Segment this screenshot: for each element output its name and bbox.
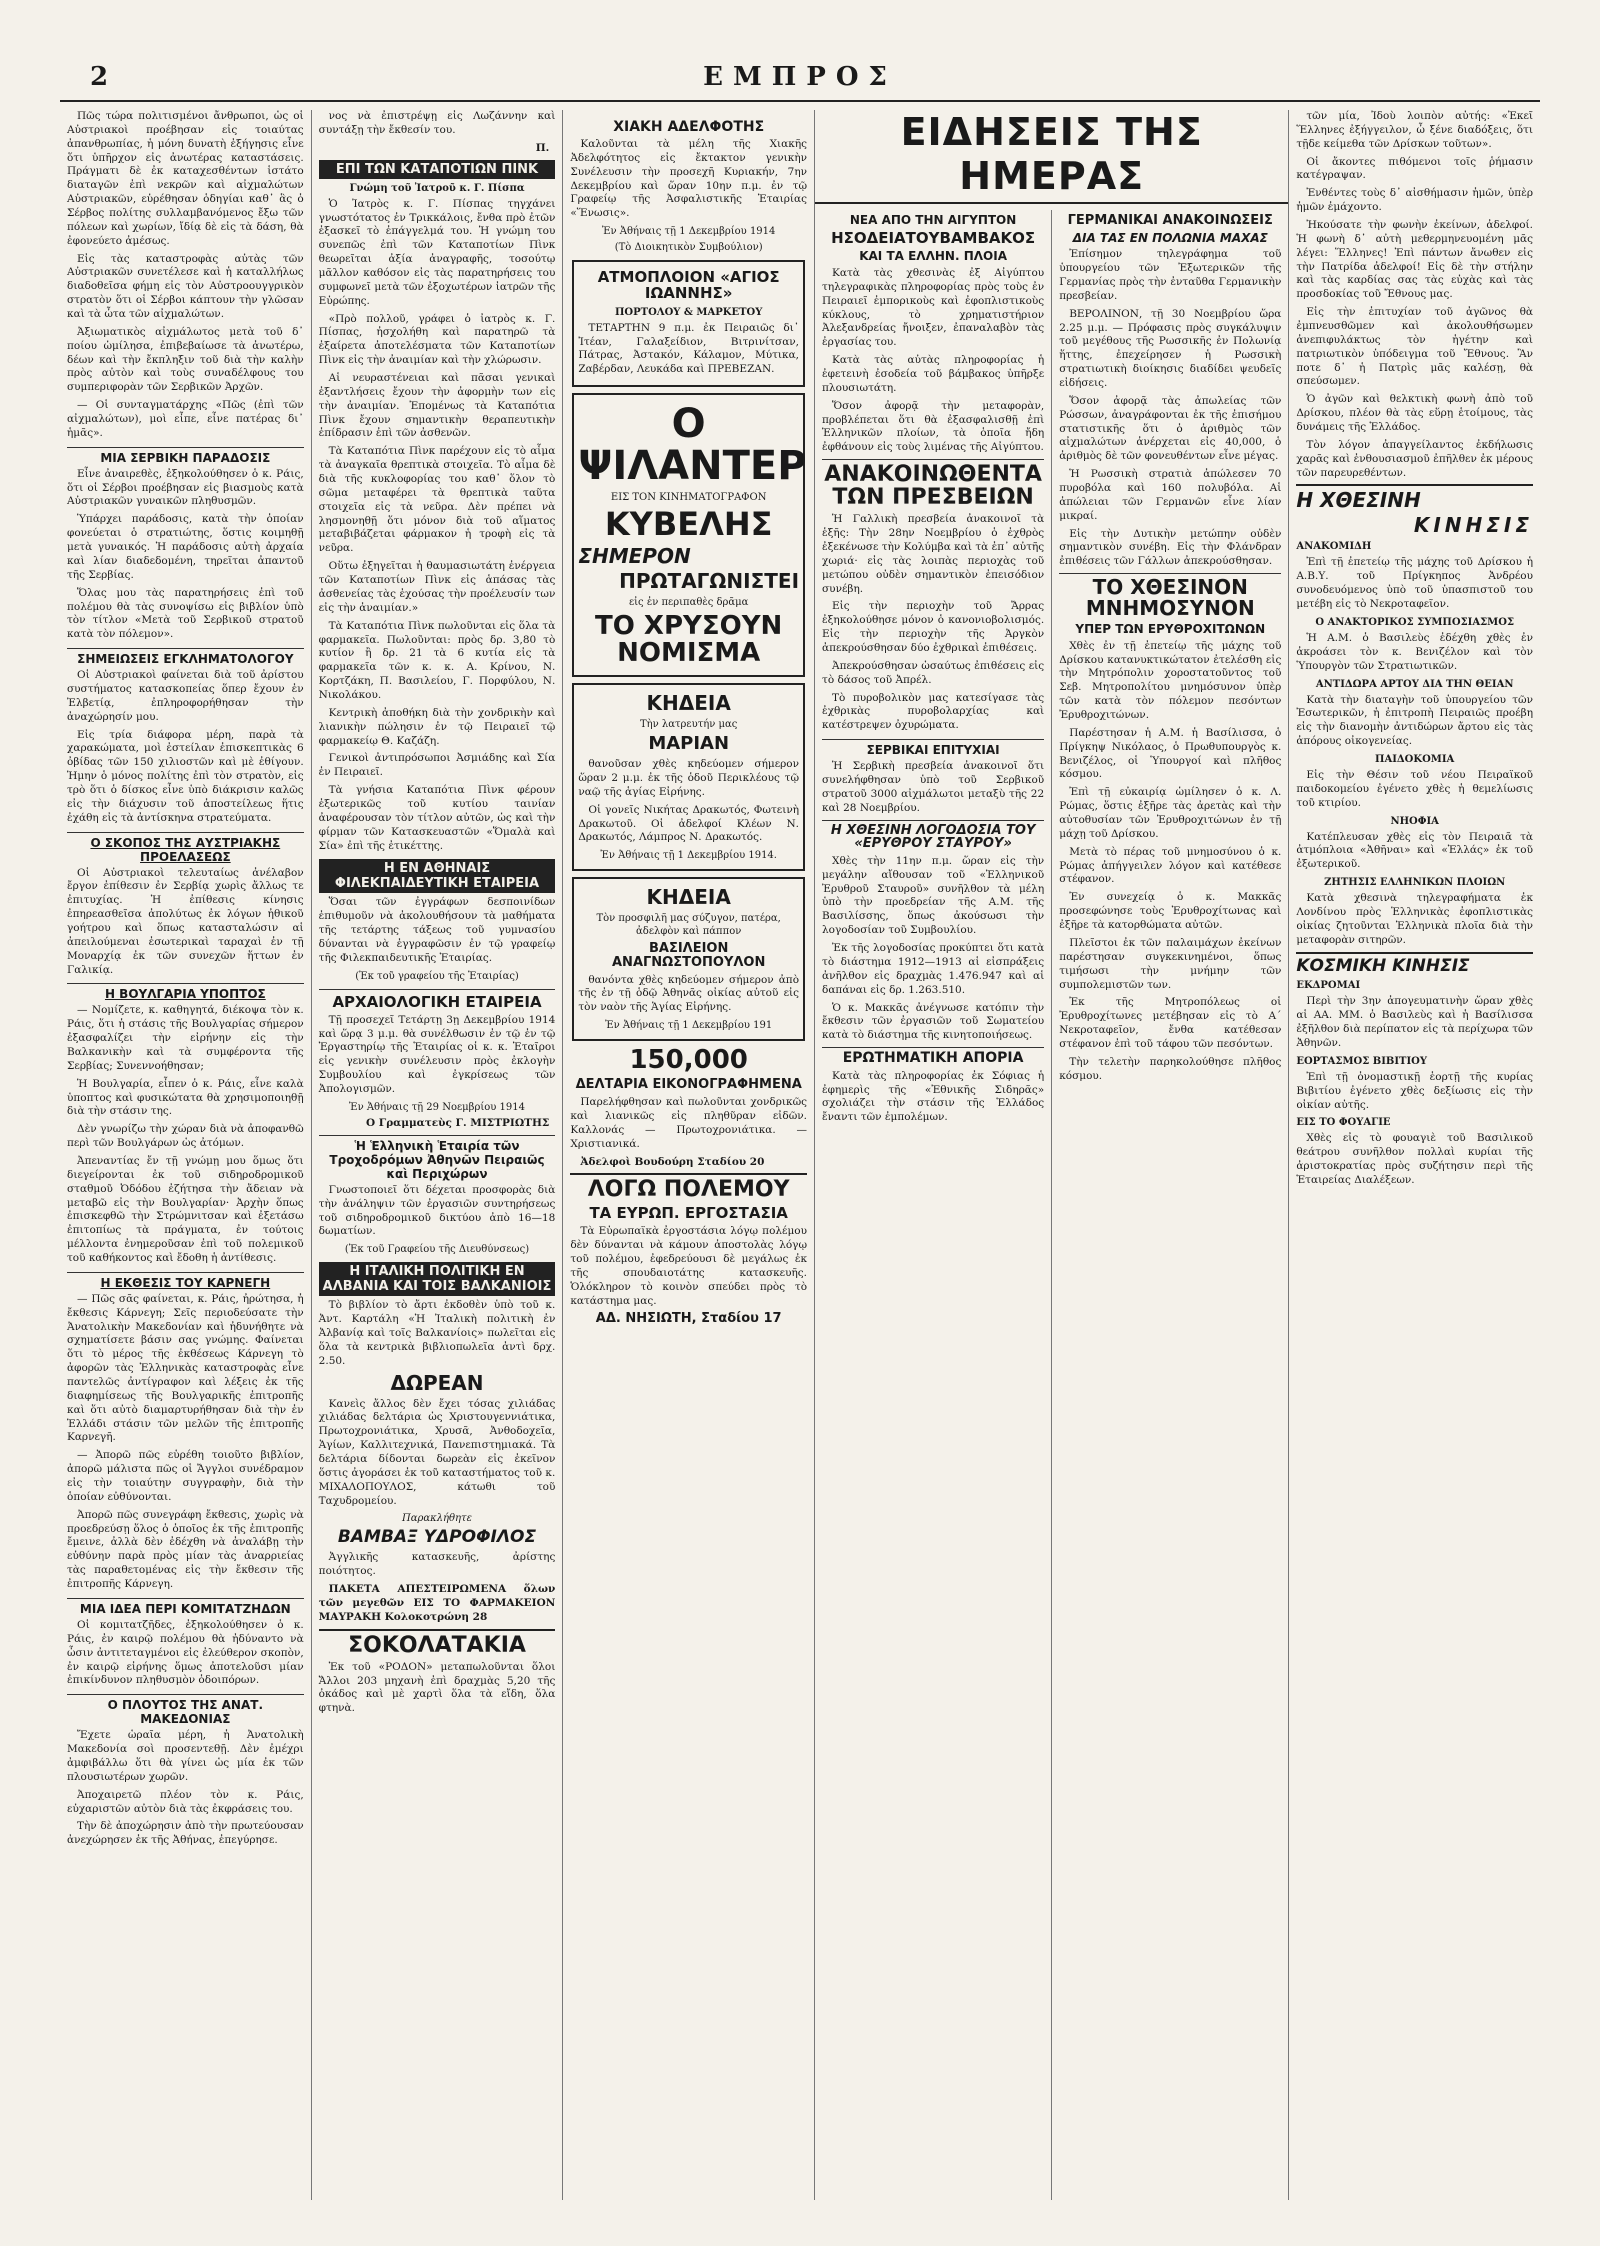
- article-paragraph: Ὁ ἀγῶν καὶ θελκτικὴ φωνὴ ἀπὸ τοῦ Δρίσκου, πλέον θὰ τὰς εὕρῃ ἑτοίμους, τὰς δυνάμεις τῆς Ἑλλάδος.: [1296, 393, 1534, 434]
- article-paragraph: Κατὰ τὰς πληροφορίας ἐκ Σόφιας ἡ ἐφημερὶς τῆς «Ἐθνικῆς Σιδηρᾶς» σχολιάζει τὴν στάσιν τῆς Ἑλλάδος ἔναντι τῶν ἐμπολέμων.: [822, 1069, 1045, 1124]
- article-paragraph: Χθὲς εἰς τὸ φουαγιὲ τοῦ Βασιλικοῦ θεάτρου συνῆλθον πολλαὶ κυρίαι τῆς ἀριστοκρατίας πρὸς συζήτησιν περὶ τῆς Ἑταιρείας Διαλέξεων.: [1296, 1132, 1534, 1186]
- ad-heading: ΣΟΚΟΛΑΤΑΚΙΑ: [319, 1629, 556, 1657]
- subsection-heading: ΑΝΤΙΔΩΡΑ ΑΡΤΟΥ ΔΙΑ ΤΗΝ ΘΕΙΑΝ: [1315, 678, 1514, 690]
- section-heading: Η ΕΚΘΕΣΙΣ ΤΟΥ ΚΑΡΝΕΓΗ: [67, 1272, 304, 1290]
- subsection-heading: ΖΗΤΗΣΙΣ ΕΛΛΗΝΙΚΩΝ ΠΛΟΙΩΝ: [1324, 877, 1506, 889]
- ad-subheading: εἰς ἐν περιπαθὲς δρᾶμα: [628, 596, 749, 608]
- section-heading: ΜΙΑ ΙΔΕΑ ΠΕΡΙ ΚΟΜΙΤΑΤΖΗΔΩΝ: [67, 1598, 304, 1616]
- article-paragraph: Οἱ ἄκοντες πιθόμενοι τοῖς ῥήμασιν κατέγραψαν.: [1296, 155, 1534, 182]
- article-paragraph: Ἡ Βουλγαρία, εἶπεν ὁ κ. Ράις, εἶνε καλὰ ὑποπτος καὶ φυσικώτατα θὰ χρησιμοποιηθῇ διὰ τὴν στάσιν της.: [67, 1077, 304, 1118]
- ad-signature: ΑΔ. ΝΗΣΙΩΤΗ, Σταδίου 17: [595, 1311, 782, 1327]
- article-paragraph: Παρέστησαν ἡ Α.Μ. ἡ Βασίλισσα, ὁ Πρίγκηψ Νικόλαος, ὁ Πρωθυπουργὸς κ. Βενιζέλος, οἱ Ὑπουργοί καὶ πλῆθος κόσμου.: [1059, 726, 1282, 781]
- funeral-notice: [572, 683, 805, 871]
- subsection-heading: ΑΝΑΚΟΜΙΔΗ: [1296, 541, 1372, 553]
- article-paragraph: Εἰς τὴν Θέσιν τοῦ νέου Πειραϊκοῦ παιδοκομείου ἐγένετο χθὲς ἡ θεμελίωσις τοῦ κτιρίου.: [1296, 768, 1534, 809]
- article-paragraph: Τὴν τελετὴν παρηκολούθησε πλῆθος κόσμου.: [1059, 1055, 1282, 1082]
- section-heading: Ο ΣΚΟΠΟΣ ΤΗΣ ΑΥΣΤΡΙΑΚΗΣ ΠΡΟΕΛΑΣΕΩΣ: [67, 832, 304, 864]
- article-paragraph: Ἀπεναντίας ἔν τῇ γνώμῃ μου ὅμως ὅτι διεγείρονται ἐκ τοῦ σιδηροδρομικοῦ σταθμοῦ Ὀδόδου ἐζήτησα τὴν ἄδειαν νὰ μεταβῶ εἰς τὴν Βουλγαρίαν· Ἀρχὴν ὅπως ἐπισκεφθῶ τὴν Στρώμνιτσαν καὶ ἐξετάσω ἐπιτοπίως τὰ πράγματα, ἐν τούτοις μέλλοντα ἐνημεροῦσαν ἐπὶ τοῦ πολεμικοῦ τοῦ καθήκοντος καὶ ἔδοθη ἡ ἀντίθεσις.: [67, 1155, 304, 1265]
- notice-paragraph: Ὅσαι τῶν ἐγγράφων δεσποινίδων ἐπιθυμοῦν νὰ ἀκολουθήσουν τὰ μαθήματα τῆς τετάρτης τάξεως τοῦ γυμνασίου δύνανται νὰ ἐγγραφῶσιν ἐν τῷ γραφείῳ τῆς Φιλεκπαιδευτικῆς Ἑταιρίας.: [318, 896, 556, 964]
- article-paragraph: Ἐκ τῆς λογοδοσίας προκύπτει ὅτι κατὰ τὸ διάστημα 1912—1913 αἱ εἰσπράξεις ἀνῆλθον εἰς δραχμὰς 1.476.947 καὶ αἱ δαπάναι εἰς δρ. 1.263.510.: [822, 942, 1045, 996]
- ad-heading: ΛΟΓΩ ΠΟΛΕΜΟΥ: [570, 1173, 807, 1201]
- news-section: [815, 110, 1289, 2200]
- section-heading: ΓΕΡΜΑΝΙΚΑΙ ΑΝΑΚΟΙΝΩΣΕΙΣ: [1067, 213, 1273, 228]
- column-6: [1289, 110, 1540, 2200]
- ad-paragraph: Τὰ γνήσια Καταπότια Πὶνκ φέρουν ἐξωτερικῶς τοῦ κυτίου ταινίαν ἀναφέρουσαν τὸν τίτλον αὐτῶν, ὡς καὶ τὴν φίρμαν τῶν Κατασκευαστῶν «Ὅμαλὰ καὶ Σία» ἐπὶ τῆς ἐτικέττης.: [318, 784, 556, 852]
- ad-paragraph: Τὸ βιβλίον τὸ ἄρτι ἐκδοθὲν ὑπὸ τοῦ κ. Ἀντ. Καρτάλη «Ἡ Ἰταλικὴ πολιτικὴ ἐν Ἀλβανίᾳ καὶ τοῖς Βαλκανίοις» πωλεῖται εἰς ὅλα τὰ κεντρικὰ βιβλιοπωλεῖα ἀντὶ δρχ. 2.50.: [318, 1299, 556, 1367]
- article-paragraph: Ἐπὶ τῇ ὀνομαστικῇ ἑορτῇ τῆς κυρίας Βιβιτίου ἐγένετο χθὲς δεξίωσις εἰς τὴν οἰκίαν αὐτῆς.: [1296, 1070, 1534, 1111]
- ad-paragraph: Τὰ Καταπότια Πὶνκ παρέχουν εἰς τὸ αἷμα τὰ ἀναγκαῖα θρεπτικὰ στοιχεῖα. Τὸ αἷμα δὲ διὰ τῆς κυκλοφορίας του καθ᾿ ὅλον τὸ σῶμα μεταφέρει τὰ θρεπτικὰ ταῦτα στοιχεῖα εἰς τὰ νεῦρα. Δὲν πρέπει νὰ λησμονηθῇ ὅτι μόνον διὰ τοῦ αἵματος μεταβιβάζεται φάρμακον ἡ τροφὴ εἰς τὰ νεῦρα.: [318, 445, 556, 555]
- article-paragraph: ΒΕΡΟΛΙΝΟΝ, τῇ 30 Νοεμβρίου ὥρα 2.25 μ.μ. — Πρόφασις πρὸς συγκάλυψιν τοῦ μεγέθους τῆς Ρωσσικῆς ἐν Πολωνίᾳ ἥττης, ἐπεχείρησεν ἡ Ρωσσικὴ στρατιωτικὴ διοίκησις διαδίδει ψευδεῖς εἰδήσεις.: [1059, 307, 1282, 389]
- notice-date: Ἐν Ἀθήναις τῇ 29 Νοεμβρίου 1914: [349, 1101, 525, 1113]
- section-heading: Ο ΠΛΟΥΤΟΣ ΤΗΣ ΑΝΑΤ. ΜΑΚΕΔΟΝΙΑΣ: [67, 1694, 304, 1726]
- article-paragraph: νος νὰ ἐπιστρέψῃ εἰς Λωζάννην καὶ συντάξῃ τὴν ἔκθεσίν του.: [318, 110, 556, 136]
- column-1: [60, 110, 312, 2200]
- notice-signature: (Τὸ Διοικητικὸν Συμβούλιον): [614, 242, 763, 254]
- funeral-notice: [572, 877, 805, 1041]
- article-paragraph: Δὲν γνωρίζω τὴν χώραν διὰ νὰ ἀποφανθῶ περὶ τῶν Βουλγάρων ὡς ἀτόμων.: [67, 1123, 304, 1150]
- ad-paragraph: Παρελήφθησαν καὶ πωλοῦνται χονδρικῶς καὶ λιανικῶς εἰς πληθῦραν εἰδῶν. Καλλονάς — Πρωτοχρονιάτικα. — Χριστιανικά.: [570, 1096, 808, 1150]
- article-paragraph: Ὑπάρχει παράδοσις, κατὰ τὴν ὁποίαν φονεύεται ὁ στρατιώτης, ὅστις κοιμηθῇ μετὰ γυναικός. Ἡ παράδοσις αὐτὴ ἀρχαία καὶ λίαν διαδεδομένη, τηρεῖται ἀπαντοῦ τῆς Σερβίας.: [67, 513, 304, 581]
- section-heading: ΔΙΑ ΤΑΣ ΕΝ ΠΟΛΩΝΙΑ ΜΑΧΑΣ: [1072, 230, 1268, 245]
- article-paragraph: Ἀπορῶ πῶς συνεγράφη ἔκθεσις, χωρὶς νὰ προεδρεύσῃ ὅλος ὁ ὁποῖος ἐκ τῆς ἐπιτροπῆς ἔμεινε, ἀλλὰ δὲν ἐδέχθη νὰ ἀναλάβῃ τὴν εὐθύνην παρὰ πρὸς μίαν τὰς ἀναρριείας τὰς παραθετομένας εἰς τὴν ἔκθεσιν τῆς ἐπιτροπῆς Κάρνεγη.: [67, 1508, 304, 1591]
- ad-heading: ΑΤΜΟΠΛΟΙΟΝ «ΑΓΙΟΣ ΙΩΑΝΝΗΣ»: [597, 268, 780, 302]
- section-heading: ΥΠΕΡ ΤΩΝ ΕΡΥΘΡΟΧΙΤΩΝΩΝ: [1075, 622, 1266, 637]
- section-heading: ΜΙΑ ΣΕΡΒΙΚΗ ΠΑΡΑΔΟΣΙΣ: [67, 447, 304, 465]
- article-paragraph: Ἐπὶ τῇ εὐκαιρίᾳ ὡμίλησεν ὁ κ. Λ. Ρώμας, ὅστις ἐξῆρε τὰς ἀρετὰς καὶ τὴν αὐτοθυσίαν τῶν Ἐρυθροχιτώνων ἐν τῇ μάχῃ τοῦ Δρίσκου.: [1059, 786, 1282, 840]
- article-paragraph: Ἔχετε ὡραῖα μέρη, ἡ Ἀνατολικὴ Μακεδονία σοὶ προσεντεθῇ. Δὲν ἐμέχρι ἀμφιβάλλω ὅτι θὰ γίνει ὡς μία ἐκ τῶν πλουσιωτέρων χωρῶν.: [67, 1729, 304, 1783]
- article-paragraph: Ἐνθέντες τοὺς δ᾿ αἰσθήμασιν ἡμῶν, ὑπὲρ ἡμῶν ἐμάχοντο.: [1296, 187, 1534, 214]
- column-4: [815, 210, 1052, 2200]
- section-heading: ΣΗΜΕΙΩΣΕΙΣ ΕΓΚΛΗΜΑΤΟΛΟΓΟΥ: [67, 648, 304, 666]
- ad-paragraph: Γενικοὶ ἀντιπρόσωποι Ἀσμιάδης καὶ Σία ἐν Πειραιεῖ.: [318, 752, 556, 779]
- article-paragraph: Τὸν λόγον ἀπαγγείλαντος ἐκδήλωσις χαρᾶς καὶ ἐνθουσιασμοῦ ἐπῆλθεν ἐκ μέρους τῶν παρευρεθέντων.: [1296, 438, 1534, 479]
- article-paragraph: Οἱ Αὐστριακοὶ τελευταίως ἀνέλαβον ἔργον ἐπίθεσιν ἐν Σερβίᾳ χωρὶς ἄλλως τε ἐπιτυχίας. Ἡ ἐπίθεσις κίνησις ἐπηρεασθεῖσα ἀπολύτως ἐκ λόγων ἠθικοῦ γοήτρου καὶ ὅπως κατασταλώσιν αἱ ἀπειλούμεναι ἐσωτερικαὶ ταραχαὶ ἐν τῇ Μοναρχίᾳ ἐκ τῶν συνεχῶν ἥττων ἐν Γαλικίᾳ.: [67, 866, 304, 976]
- article-paragraph: Οἱ κομιτατζῆδες, ἐξηκολούθησεν ὁ κ. Ράις, ἐν καιρῷ πολέμου θὰ ἠδύναντο νὰ ὦσιν ἀντιτεταγμένοι εἰς ἐλεύθερον σκοπὸν, ἐν καιρῷ εἰρήνης ὅμως ἀποτελοῦσι μίαν ἐπικίνδυνον πληθυσμὸν ὁδοιπόρων.: [67, 1618, 304, 1687]
- ad-paragraph: Ἐκ τοῦ «ΡΟΔΟΝ» μεταπωλοῦνται ὅλοι Ἄλλοι 203 μηχανὴ ἐπὶ δραχμὰς 5,20 τῆς ὀκάδος καὶ μὲ χαρτὶ ὅλα τὰ εἴδη, ὅλα φτηνὰ.: [318, 1660, 556, 1715]
- article-paragraph: Ἡ Α.Μ. ὁ Βασιλεὺς ἐδέχθη χθὲς ἐν ἀκροάσει τὸν κ. Βενιζέλον καὶ τὸν Ὑπουργὸν τῶν Στρατιωτικῶν.: [1296, 631, 1534, 672]
- notice-paragraph: θανόντα χθὲς κηδεύομεν σήμερον ἀπὸ τῆς ἐν τῇ ὁδῷ Ἀθηνᾶς οἰκίας αὐτοῦ εἰς τὸν ναὸν τῆς Ἁγίας Εἰρήνης.: [578, 973, 800, 1014]
- news-banner: ΕΙΔΗΣΕΙΣ ΤΗΣ ΗΜΕΡΑΣ: [815, 110, 1288, 204]
- ad-subheading: ΠΟΡΤΟΛΟΥ & ΜΑΡΚΕΤΟΥ: [614, 306, 763, 318]
- ad-heading: ΤΟ ΧΡΥΣΟΥΝ ΝΟΜΙΣΜΑ: [595, 610, 783, 668]
- section-heading: ΤΟ ΧΘΕΣΙΝΟΝ ΜΝΗΜΟΣΥΝΟΝ: [1059, 573, 1281, 619]
- column-2: [312, 110, 564, 2200]
- ad-paragraph: Ἀδελφοὶ Βουδούρη Σταδίου 20: [580, 1155, 765, 1168]
- article-paragraph: Ὅσον ἀφορᾷ τὰς ἀπωλείας τῶν Ρώσσων, ἀναγράφονται ἐκ τῆς ἐπισήμου στατιστικῆς ὅτι ὁ ἀριθμὸς τῶν αἰχμαλώτων ἀνέρχεται εἰς 40,000, ὁ ἀριθμὸς δὲ τῶν φονευθέντων εἶνε μέγας.: [1059, 394, 1282, 463]
- article-paragraph: Μετὰ τὸ πέρας τοῦ μνημοσύνου ὁ κ. Ρώμας ἀπήγγειλεν λόγον καὶ κατέθεσε στέφανον.: [1059, 845, 1282, 886]
- columns: [60, 110, 1540, 2200]
- ad-subheading: ΣΗΜΕΡΟΝ: [578, 543, 691, 568]
- subsection-heading: ΕΙΣ ΤΟ ΦΟΥΑΓΙΕ: [1296, 1117, 1391, 1129]
- article-paragraph: Εἰς τὴν Δυτικὴν μετώπην οὐδὲν σημαντικὸν συνέβη. Εἰς τὴν Φλάνδραν ἐπιθέσεις τῶν Γάλλων ἀπεκρούσθησαν.: [1059, 527, 1282, 568]
- subsection-heading: ΕΟΡΤΑΣΜΟΣ ΒΙΒΙΤΙΟΥ: [1296, 1055, 1428, 1067]
- notice-name: ΜΑΡΙΑΝ: [648, 733, 730, 755]
- article-paragraph: Πῶς τώρα πολιτισμένοι ἄνθρωποι, ὡς οἱ Αὐστριακοὶ προέβησαν εἰς τοιαύτας ἀπανθρωπίας, ἡ μόνη δυνατὴ ἐξήγησις εἶνε ὅτι ὑπῆρχον εἰς ἀνωτέρας καταστάσεις. Πράγματι δὲ ἐκ καταχεσθέντων ἱστάτο διαταγῶν ἐπὶ νεκρῶν καὶ αἰχμαλώτων Αὐστριακῶν, εὑρέθησαν ὁδηγίαι καθ᾿ ἃς ὁ Σέρβος πολίτης συλλαμβανόμενος ἔξω τῶν πόλεων καὶ χωρίων, ἴδίᾳ δὲ εἰς τὰ δάση, θὰ ἐφονεύετο ἀμέσως.: [67, 110, 304, 247]
- section-heading: Η ΧΘΕΣΙΝΗ ΛΟΓΟΔΟΣΙΑ ΤΟΥ «ΕΡΥΘΡΟΥ ΣΤΑΥΡΟΥ»: [822, 820, 1044, 851]
- article-paragraph: Κατὰ χθεσινὰ τηλεγραφήματα ἐκ Λονδίνου πρὸς Ἑλληνικὰς ἐφοπλιστικὰς οἰκίας ζητοῦνται Ἑλληνικὰ πλοῖα διὰ τὴν μεταφορὰν σιτηρῶν.: [1296, 892, 1534, 946]
- ad-subheading: Γνώμη τοῦ Ἰατροῦ κ. Γ. Πίσπα: [349, 182, 525, 194]
- notice-date: Ἐν Ἀθήναις τῇ 1 Δεκεμβρίου 1914: [601, 226, 776, 238]
- notice-signature: Ο Γραμματεὺς Γ. ΜΙΣΤΡΙΩΤΗΣ: [365, 1116, 550, 1129]
- masthead: [60, 60, 1540, 102]
- ad-paragraph: Τὰ Εὐρωπαϊκὰ ἐργοστάσια λόγῳ πολέμου δὲν δύνανται νὰ κάμουν ἀποστολὰς λόγῳ τοῦ πολέμου, ἐφεδρεύουσι δὲ μεγάλως ἐκ τῆς σπουδαιοτάτης κατασκευῆς. Ὁλόκληρον τὸ κοινὸν σπεύδει πρὸς τὸ κατάστημα μας.: [570, 1225, 808, 1307]
- ad-heading: Η ΙΤΑΛΙΚΗ ΠΟΛΙΤΙΚΗ ΕΝ ΑΛΒΑΝΙΑ ΚΑΙ ΤΟΙΣ ΒΑΛΚΑΝΙΟΙΣ: [319, 1262, 556, 1296]
- news-columns: [815, 210, 1288, 2200]
- notice-heading: ΚΗΔΕΙΑ: [646, 691, 731, 716]
- ad-heading: 150,000: [629, 1045, 748, 1076]
- ad-paragraph: Αἱ νευραστένειαι καὶ πᾶσαι γενικαὶ ἐξαντλήσεις ἔχουν τὴν ἀφορμὴν των εἰς τὴν ἀναιμίαν. Ἐπομένως τὰ Καταπότια Πὶνκ ἔχουν σημαντικὴν θεραπευτικὴν ἐπίδρασιν ἐπὶ τῶν ἀσθενῶν.: [318, 372, 556, 440]
- section-heading: ΑΝΑΚΟΙΝΩΘΕΝΤΑ ΤΩΝ ΠΡΕΣΒΕΙΩΝ: [822, 459, 1044, 509]
- ad-heading: ΒΑΜΒΑΞ ΥΔΡΟΦΙΛΟΣ: [337, 1527, 537, 1548]
- section-heading: Η ΧΘΕΣΙΝΗ: [1296, 484, 1533, 511]
- ad-paragraph: Ἀγγλικῆς κατασκευῆς, ἀρίστης ποιότητος.: [318, 1551, 556, 1578]
- ad-heading: Ο ΨΙΛΑΝΤΕΡ: [578, 401, 807, 490]
- article-paragraph: Ἀποχαιρετῶ πλέον τὸν κ. Ράις, εὐχαριστῶν αὐτὸν διὰ τὰς ἐκφράσεις του.: [67, 1788, 304, 1815]
- article-paragraph: Ἡ Σερβικὴ πρεσβεία ἀνακοινοῖ ὅτι συνελήφθησαν ὑπὸ τοῦ Σερβικοῦ στρατοῦ 3000 αἰχμάλωτοι μεταξὺ τῆς 22 καὶ 28 Νοεμβρίου.: [822, 760, 1045, 814]
- article-paragraph: — Πῶς σᾶς φαίνεται, κ. Ράις, ἠρώτησα, ἡ ἔκθεσις Κάρνεγη; Σεῖς περιοδεύσατε τὴν Ἀνατολικὴν Μακεδονίαν καὶ ἠδυνήθητε νὰ σχηματίσετε βάσιν σας γνώμης. Φαίνεται ὅτι τὸ μέρος τῆς ἐκθέσεως Κάρνεγη τὸ ἀφορῶν τὰς Ἑλληνικὰς καταστροφὰς εἶνε παντελῶς ἀντίγραφον καὶ λέξεις ἐκ τῆς διαφημίσεως τῆς Βουλγαρικῆς ἐπιτροπῆς καὶ ὅτι αὐτὸ διαμαρτυρήθησαν διὰ τὴν ἐν Ἑλλάδι στάσιν τῶν μελῶν τῆς ἐπιτροπῆς Καρνεγῆ.: [67, 1292, 304, 1444]
- notice-heading: ΧΙΑΚΗ ΑΔΕΛΦΟΤΗΣ: [613, 119, 765, 135]
- article-paragraph: Ἐκ τῆς Μητροπόλεως οἱ Ἐρυθροχίτωνες μετέβησαν εἰς τὸ Α΄ Νεκροταφεῖον, ἔνθα κατέθεσαν στέφανον ἐπὶ τοῦ τάφου τῶν πεσόντων.: [1059, 996, 1282, 1050]
- ad-paragraph: Οὕτω ἐξηγεῖται ἡ θαυμασιωτάτη ἐνέργεια τῶν Καταποτίων Πὶνκ εἰς ἁπάσας τὰς ἀσθενείας τὰς ἐχούσας τὴν προέλευσίν των εἰς τὴν ἀναιμίαν.»: [318, 560, 556, 614]
- notice-name: ΒΑΣΙΛΕΙΟΝ ΑΝΑΓΝΩΣΤΟΠΟΥΛΟΝ: [612, 941, 766, 970]
- article-paragraph: Ἡ Γαλλικὴ πρεσβεία ἀνακοινοῖ τὰ ἑξῆς: Τὴν 28ην Νοεμβρίου ὁ ἐχθρὸς ἐξεκένωσε τὴν Κολύμβα καὶ τὰ ἐπ᾿ αὐτῆς χωριά· εἰς τὰς λοιπὰς περιοχὰς τοῦ μετώπου οὐδὲν σημαντικὸν ἐπεισόδιον συνέβη.: [822, 513, 1045, 595]
- article-paragraph: Κατέπλευσαν χθὲς εἰς τὸν Πειραιᾶ τὰ ἀτμόπλοια «Ἀθῆναι» καὶ «Ἑλλάς» ἐκ τοῦ ἐξωτερικοῦ.: [1296, 830, 1534, 871]
- article-paragraph: Ἠκούσατε τὴν φωνὴν ἐκείνων, ἀδελφοί. Ἡ φωνὴ δ᾿ αὐτὴ μεθερμηνευομένη μᾶς λέγει: Ἕλληνες! Ἐπὶ πάντων ἄνωθεν εἰς τὴν Πατρίδα ἀδελφοί! Εἰς δὲ τὴν στήλην καὶ τὰς καρδίας σας τὰς εὐχὰς καὶ τὰς προσδοκίας τοῦ Ἔθνους μας.: [1296, 219, 1534, 301]
- article-paragraph: Ἡ Ρωσσικὴ στρατιὰ ἀπώλεσεν 70 πυροβόλα καὶ 160 πολυβόλα. Αἱ ἀπώλειαι τῶν Γερμανῶν εἶνε λίαν μικραί.: [1059, 468, 1282, 522]
- article-paragraph: Κατὰ τὰς χθεσινὰς ἐξ Αἰγύπτου τηλεγραφικὰς πληροφορίας πρὸς τοὺς ἐν Πειραιεῖ ἐμπορικοὺς καὶ ἐφοπλιστικοὺς κύκλους, τὸ χρηματιστήριον Ἀλεξανδρείας ἤνοιξεν, ἐπαναλαβὸν τὰς ἐργασίας του.: [822, 266, 1045, 349]
- article-paragraph: Ἐπίσημον τηλεγράφημα τοῦ ὑπουργείου τῶν Ἐξωτερικῶν τῆς Γερμανίας πρὸς τὴν ἐνταῦθα Γερμανικὴν πρεσβείαν.: [1059, 248, 1282, 302]
- article-paragraph: Περὶ τὴν 3ην ἀπογευματινὴν ὥραν χθὲς αἱ ΑΑ. ΜΜ. ὁ Βασιλεὺς καὶ ἡ Βασίλισσα ἐξῆλθον διὰ περίπατον εἰς τὰ περίχωρα τῶν Ἀθηνῶν.: [1296, 995, 1534, 1049]
- ad-subheading: ΤΑ ΕΥΡΩΠ. ΕΡΓΟΣΤΑΣΙΑ: [589, 1203, 788, 1222]
- article-paragraph: Εἰς τὰς καταστροφὰς αὐτὰς τῶν Αὐστριακῶν συνετέλεσε καὶ ἡ καταλλήλως διαδοθεῖσα φήμη εἰς τὸν Αὐστροουγγρικὸν στρατὸν ὅτι οἱ Σέρβοι κάπτουν τὴν γλῶσαν καὶ τὰ ὦτα τῶν αἰχμαλώτων.: [67, 252, 304, 321]
- notice-date: Ἐν Ἀθήναις τῇ 1 Δεκεμβρίου 191: [605, 1020, 773, 1032]
- column-3: [563, 110, 815, 2200]
- subsection-heading: ΠΑΙΔΟΚΟΜΙΑ: [1375, 753, 1455, 765]
- ad-subheading: ΔΕΛΤΑΡΙΑ ΕΙΚΟΝΟΓΡΑΦΗΜΕΝΑ: [575, 1077, 802, 1093]
- section-heading: ΝΕΑ ΑΠΟ ΤΗΝ ΑΙΓΥΠΤΟΝ: [849, 213, 1017, 227]
- notice-signature: (Ἐκ τοῦ Γραφείου τῆς Διευθύνσεως): [344, 1244, 530, 1256]
- ad-paragraph: Τὰ Καταπότια Πὶνκ πωλοῦνται εἰς ὅλα τὰ φαρμακεῖα. Πωλοῦνται: πρὸς δρ. 3,80 τὸ κυτίον ἢ δρ. 21 τὰ 6 κυτία εἰς τὰ φαρμακεῖα τῶν κ. κ. Α. Κρίνου, Ν. Κορτζάκη, Π. Βασιλείου, Γ. Πορφύλου, Ν. Νικολάκου.: [318, 619, 556, 701]
- article-paragraph: Εἰς τρία διάφορα μέρη, παρὰ τὰ χαρακώματα, μοὶ ἐστείλαν ἐπισκεπτικὰς 6 ὀβίδας τῶν 150 χιλιοστῶν καὶ μὲ ἐθίγουν. Ἡμην ὁ μόνος πολίτης ἐπὶ τὸν στρατὸν, εἰς τρὸ ὅτι ὁ δίσκος εἶνε ὑπὸ διάκρισιν καλῶς εἰς τὴν διάχυσιν τοῦ ἀποστείλεως ἥτις ἐχάθη εἰς τὰ ἀντίσκηνα στρατεύματα.: [67, 728, 304, 824]
- article-paragraph: — Νομίζετε, κ. καθηγητά, διέκοψα τὸν κ. Ράις, ὅτι ἡ στάσις τῆς Βουλγαρίας σήμερον ἐξασφαλίζει τὴν εἰρήνην εἰς τὴν Βαλκανικὴν καὶ τὰ συμφέροντα τῆς Σερβίας; Συνεννοήθησαν;: [67, 1004, 304, 1072]
- article-paragraph: τῶν μία, Ἰδοὺ λοιπὸν αὐτής: «Ἐκεῖ Ἕλληνες ἐξήγγειλον, ὦ ξένε διαδόξεις, ὅτι τῇδε κείμεθα τῶν Δρίσκων τοῦτων».: [1296, 110, 1534, 150]
- article-paragraph: Ὅσον ἀφορᾷ τὴν μεταφορὰν, προβλέπεται ὅτι θὰ ἐξασφαλισθῇ ἐπὶ Ἑλληνικῶν πλοίων, τὰ ὁποῖα ἤδη ἐφθάνουν εἰς τοὺς λιμένας τῆς Αἰγύπτου.: [822, 399, 1045, 454]
- column-5: [1052, 210, 1288, 2200]
- ad-box-cinema: [572, 393, 805, 677]
- article-paragraph: Ἐν συνεχείᾳ ὁ κ. Μακκᾶς προσεφώνησε τοὺς Ἐρυθροχίτωνας καὶ ἐξῆρε τὰ κατορθώματα αὐτῶν.: [1059, 891, 1282, 932]
- ad-paragraph: Κεντρικὴ ἀποθήκη διὰ τὴν χονδρικὴν καὶ λιανικὴν πώλησιν ἐν τῷ Πειραιεῖ τῷ φαρμακείῳ Θ. Καζάζη.: [318, 706, 556, 747]
- page-number: 2: [90, 62, 109, 92]
- article-paragraph: Κατὰ τὴν διαταγὴν τοῦ ὑπουργείου τῶν Ἐσωτερικῶν, ἡ ἐπιτροπὴ Πειραιῶς προέβη εἰς τὴν διανομὴν ἀντιδώρων ἄρτου εἰς τὰς ἀπόρους οἰκογενείας.: [1296, 693, 1534, 748]
- ad-heading: ΕΠΙ ΤΩΝ ΚΑΤΑΠΟΤΙΩΝ ΠΙΝΚ: [319, 160, 556, 179]
- section-heading: ΕΡΩΤΗΜΑΤΙΚΗ ΑΠΟΡΙΑ: [822, 1047, 1044, 1066]
- notice-date: Ἐν Ἀθήναις τῇ 1 Δεκεμβρίου 1914.: [600, 850, 777, 862]
- notice-heading: Ἡ Ἑλληνικὴ Ἑταιρία τῶν Τροχοδρόμων Ἀθηνῶν Πειραιῶς καὶ Περιχώρων: [319, 1135, 556, 1181]
- section-heading: ΗΣΟΔΕΙΑΤΟΥΒΑΜΒΑΚΟΣ: [831, 228, 1036, 247]
- ad-paragraph: ΤΕΤΑΡΤΗΝ 9 π.μ. ἐκ Πειραιῶς δι᾿ Ἰτέαν, Γαλαξείδιον, Βιτρινίτσαν, Πάτρας, Ἀστακόν, Κάλαμον, Μύτικα, Ζαβέρδαν, Λευκάδα καὶ ΠΡΕΒΕΖΑΝ.: [578, 321, 800, 376]
- article-paragraph: Τὴν δὲ ἀποχώρησιν ἀπὸ τὴν πρωτεύουσαν ἀνεχώρησεν ἐκ τῆς Ἀθήνας, ἐπεγύρησε.: [67, 1820, 304, 1847]
- notice-paragraph: Οἱ γονεῖς Νικήτας Δρακωτός, Φωτεινὴ Δρακωτοῦ. Οἱ ἀδελφοί Κλέων Ν. Δρακωτός, Λάμπρος Ν. Δρακωτός.: [578, 803, 800, 844]
- article-paragraph: Κατὰ τὰς αὐτὰς πληροφορίας ἡ ἐφετεινὴ ἐσοδεία τοῦ βάμβακος ὑπῆρξε πλουσιωτάτη.: [822, 354, 1045, 394]
- ad-heading: ΚΥΒΕΛΗΣ: [604, 505, 773, 544]
- article-paragraph: Εἶνε ἀναιρεθὲς, ἐξηκολούθησεν ὁ κ. Ράις, ὅτι οἱ Σέρβοι προέβησαν εἰς βιασμοὺς κατὰ Αὐστριακῶν γυναικῶν πληθυσμῶν.: [67, 467, 304, 508]
- notice-heading: Η ΕΝ ΑΘΗΝΑΙΣ ΦΙΛΕΚΠΑΙΔΕΥΤΙΚΗ ΕΤΑΙΡΕΙΑ: [319, 859, 556, 893]
- notice-text: Τὴν λατρευτήν μας: [640, 719, 738, 731]
- subsection-heading: Ο ΑΝΑΚΤΟΡΙΚΟΣ ΣΥΜΠΟΣΙΑΣΜΟΣ: [1315, 616, 1515, 628]
- article-paragraph: Οἱ Αὐστριακοὶ φαίνεται διὰ τοῦ ἀρίστου συστήματος κατασκοπείας ὅπερ ἔχουν ἐν Ἐλβετίᾳ, ἐπληροφορήθησαν τὴν ἀναχώρησίν μου.: [67, 669, 304, 723]
- section-heading: ΣΕΡΒΙΚΑΙ ΕΠΙΤΥΧΙΑΙ: [822, 739, 1044, 757]
- section-heading: ΚΑΙ ΤΑ ΕΛΛΗΝ. ΠΛΟΙΑ: [859, 249, 1007, 264]
- ad-box-steamship: [572, 260, 805, 387]
- section-heading: Η ΒΟΥΛΓΑΡΙΑ ΥΠΟΠΤΟΣ: [67, 983, 304, 1001]
- ad-heading: ΔΩΡΕΑΝ: [390, 1370, 484, 1395]
- article-paragraph: Πλεῖστοι ἐκ τῶν παλαιμάχων ἐκείνων παρέστησαν συγκεκινημένοι, ὅπως τιμήσωσι τὴν μνήμην τῶν συμπολεμιστῶν των.: [1059, 936, 1282, 991]
- notice-paragraph: θανοῦσαν χθὲς κηδεύομεν σήμερον ὥραν 2 μ.μ. ἐκ τῆς ὁδοῦ Περικλέους τῷ ναῷ τῆς ἁγίας Εἰρήνης.: [578, 758, 800, 798]
- notice-paragraph: Γνωστοποιεῖ ὅτι δέχεται προσφορὰς διὰ τὴν ἀνάληψιν τῶν ἐργασιῶν συντηρήσεως τοῦ σιδηροδρομικοῦ δικτύου ἀπὸ 16—18 δωματίων.: [318, 1183, 556, 1238]
- article-paragraph: Ἀξιωματικὸς αἰχμάλωτος μετὰ τοῦ δ᾿ ποίου ὡμίλησα, ἐπιβεβαίωσε τὰ ἀνωτέρω, δέων καὶ τὴν ἔκπληξιν τοῦ διὰ τὴν καλὴν πρὸς αὐτὸν καὶ τοὺς συναδέλφους του συμπεριφορὰν τῶν Σερβικῶν Ἀρχῶν.: [67, 325, 304, 394]
- subsection-heading: ΕΚΔΡΟΜΑΙ: [1296, 980, 1361, 992]
- article-paragraph: Ἀπεκρούσθησαν ὡσαύτως ἐπιθέσεις εἰς τὸ δάσος τοῦ Ἀπρέλ.: [822, 659, 1045, 686]
- signature: Π.: [535, 141, 550, 154]
- article-paragraph: — Ἀπορῶ πῶς εὑρέθη τοιοῦτο βιβλίον, ἀπορῶ μάλιστα πῶς οἱ Ἄγγλοι συνέδραμον εἰς τὴν τοιαύτην συγγραφὴν, διὰ τὴν ὁποίαν εὐθύνονται.: [67, 1449, 304, 1503]
- subsection-heading: ΝΗΟΦΙΑ: [1390, 815, 1439, 827]
- article-paragraph: Χθὲς τὴν 11ην π.μ. ὥραν εἰς τὴν μεγάλην αἴθουσαν τοῦ «Ἐλληνικοῦ Ἐρυθροῦ Σταυροῦ» συνῆλθον τὰ μέλη ὑπὸ τὴν προεδρείαν τῆς Α.Μ. τῆς Βασιλίσσης, ὅπως ἀκούσωσι τὴν λογοδοσίαν τοῦ Συμβουλίου.: [822, 854, 1045, 937]
- notice-heading: ΑΡΧΑΙΟΛΟΓΙΚΗ ΕΤΑΙΡΕΙΑ: [319, 989, 556, 1011]
- notice-heading: ΚΗΔΕΙΑ: [646, 885, 731, 910]
- ad-subheading: ΠΡΩΤΑΓΩΝΙΣΤΕΙ: [619, 568, 800, 593]
- notice-paragraph: Καλοῦνται τὰ μέλη τῆς Χιακῆς Ἀδελφότητος εἰς ἔκτακτον γενικὴν Συνέλευσιν τὴν προσεχῆ Κυριακήν, 7ην Δεκεμβρίου καὶ ὥραν 10ην π.μ. ἐν τῷ Γραφείῳ τῆς Ἀσφαλιστικῆς Ἑταιρίας «Ἕνωσις».: [570, 138, 808, 220]
- article-paragraph: Τὸ πυροβολικὸν μας κατεσίγασε τὰς ἐχθρικὰς πυροβολαρχίας καὶ κατέστρεψεν ὀχυρώματα.: [822, 691, 1045, 732]
- article-paragraph: Ὅλας μου τὰς παρατηρήσεις ἐπὶ τοῦ πολέμου θὰ τὰς συνοψίσω εἰς βιβλίον ὑπὸ τὸν τίτλον «Μετὰ τοῦ Σερβικοῦ στρατοῦ κατὰ τὸν πόλεμον».: [67, 586, 304, 641]
- article-paragraph: Εἰς τὴν περιοχὴν τοῦ Ἄρρας ἐξηκολούθησε μόνον ὁ κανονιοβολισμός. Εἰς τὴν περιοχὴν τῆς Ἀργκὸν ἀπεκρούσθησαν δύο ἐχθρικαὶ ἐπιθέσεις.: [822, 600, 1045, 655]
- article-paragraph: Ὁ κ. Μακκᾶς ἀνέγνωσε κατόπιν τὴν ἔκθεσιν τῶν ἐργασιῶν τοῦ Σωματείου κατὰ τὸ διάστημα τῆς κινητοποιήσεως.: [822, 1001, 1045, 1042]
- newspaper-title: ΕΜΠΡΟΣ: [703, 62, 897, 92]
- ad-paragraph: Ὁ Ἰατρὸς κ. Γ. Πίσπας τηγχάνει γνωστότατος ἐν Τρικκάλοις, ἔνθα πρὸ ἐτῶν ἐξασκεῖ τὸ ἐπάγγελμά του. Ἡ γνώμη του συνεπῶς ἐπὶ τῶν Καταποτίων Πὶνκ θεωρεῖται ἀξία ἀναγραφῆς, τοσούτῳ μᾶλλον καθόσον εἰς τὰς παρατηρήσεις του συμφωνεῖ μετὰ τῶν ἐξοχωτέρων ἰατρῶν τῆς Εὐρώπης.: [318, 197, 556, 307]
- section-heading: ΚΙΝΗΣΙΣ: [1413, 513, 1534, 538]
- section-heading: ΚΟΣΜΙΚΗ ΚΙΝΗΣΙΣ: [1296, 952, 1533, 976]
- notice-paragraph: Τῇ προσεχεῖ Τετάρτῃ 3ῃ Δεκεμβρίου 1914 καὶ ὥρᾳ 3 μ.μ. θὰ συνέλθωσιν ἐν τῷ ἐν τῷ Ἐργαστηρίῳ τῆς Ἑταιρίας οἱ κ. κ. Ἑταῖροι εἰς γενικὴν συνέλευσιν πρὸς ἐκλογὴν Συμβουλίου καὶ ἐγκρίσεως τῶν Ἀπολογισμῶν.: [318, 1013, 556, 1095]
- article-paragraph: Ἐπὶ τῇ ἐπετείῳ τῆς μάχης τοῦ Δρίσκου ἡ Α.Β.Υ. τοῦ Πρίγκηπος Ἀνδρέου συνοδευόμενος ὑπὸ τοῦ ὑπασπιστοῦ του μετέβη εἰς τὸ Νεκροταφεῖον.: [1296, 556, 1534, 611]
- notice-signature: (Ἐκ τοῦ γραφείου τῆς Ἑταιρίας): [355, 970, 519, 982]
- notice-text: Τὸν προσφιλῆ μας σύζυγον, πατέρα, ἀδελφὸν καὶ πάππον: [596, 913, 781, 938]
- ad-paragraph: Κανεὶς ἄλλος δὲν ἔχει τόσας χιλιάδας χιλιάδας δελτάρια ὡς Χριστουγεννιάτικα, Πρωτοχρονιάτικα, Χρυσᾶ, Ἀνθοδοχεῖα, Ἁγίων, Καλλιτεχνικά, Πανεπιστημιακά. Τὰ δελτάρια δίδονται δωρεὰν εἰς ἐκεῖνον ὅστις ἀγοράσει ἐκ τοῦ καταστήματος τοῦ κ. ΜΙΧΑΛΟΠΟΥΛΟΣ, κάτωθι τοῦ Ταχυδρομείου.: [318, 1397, 556, 1507]
- ad-subheading: Παρακλήθητε: [402, 1513, 472, 1525]
- article-paragraph: — Οἱ συνταγματάρχης «Πῶς (ἐπὶ τῶν αἰχμαλώτων), μοὶ εἶπε, εἶνε πατέρας δι᾿ ἡμᾶς».: [67, 399, 304, 439]
- article-paragraph: Εἰς τὴν ἐπιτυχίαν τοῦ ἀγῶνος θὰ ἐμπνευσθῶμεν καὶ ἀκολουθήσωμεν ἀνεπιφυλάκτως τὸν ἡγέτην καὶ πατριωτικὸν ὑπόδειγμα τοῦ Ἔθνους. Ἂν ποτε δ᾿ ἡ Πατρὶς μᾶς καλέσῃ, θὰ σπεύσωμεν.: [1296, 306, 1534, 388]
- ad-subheading: ΕΙΣ ΤΟΝ ΚΙΝΗΜΑΤΟΓΡΑΦΟΝ: [610, 492, 767, 504]
- article-paragraph: Χθὲς ἐν τῇ ἐπετείῳ τῆς μάχης τοῦ Δρίσκου κατανυκτικώτατον ἐτελέσθη εἰς τὴν Μητρόπολιν χοροστατοῦντος τοῦ Σεβ. Μητροπολίτου μνημόσυνον ὑπὲρ τῶν κατὰ τὸν πόλεμον πεσόντων Ἐρυθροχιτώνων.: [1059, 639, 1282, 722]
- ad-paragraph: «Πρὸ πολλοῦ, γράφει ὁ ἰατρὸς κ. Γ. Πίσπας, ἠσχολήθη καὶ παρατηρῶ τὰ ἐξαίρετα ἀποτελέσματα τῶν Καταποτίων Πὶνκ εἰς τὴν ἀναιμίαν καὶ τὴν χλώρωσιν.: [318, 312, 556, 367]
- ad-paragraph: ΠΑΚΕΤΑ ΑΠΕΣΤΕΙΡΩΜΕΝΑ ὅλων τῶν μεγεθῶν ΕΙΣ ΤΟ ΦΑΡΜΑΚΕΙΟΝ ΜΑΥΡΑΚΗ Κολοκοτρώνη 28: [318, 1583, 556, 1623]
